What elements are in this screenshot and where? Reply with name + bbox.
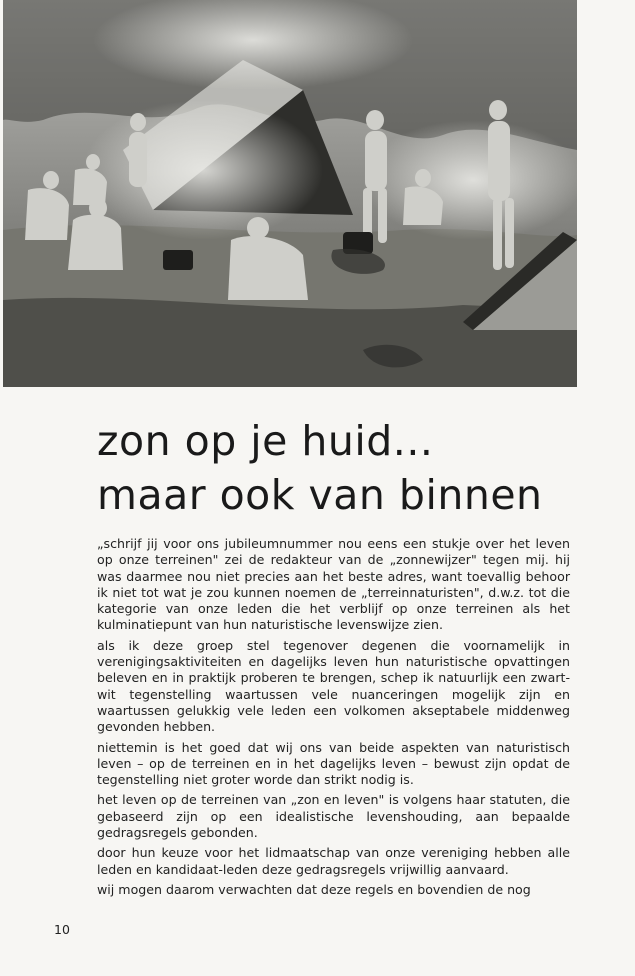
body-paragraph: wij mogen daarom verwachten dat deze regels en bovendien de nog (97, 881, 531, 897)
camp-photo (3, 0, 577, 387)
article-body (97, 536, 570, 902)
body-paragraph: het leven op de terreinen van „zon en leven" is volgens haar statuten, die gebaseerd zijn op een idealistische levenshouding, aan bepaalde gedragsregels gebonden. (97, 792, 570, 841)
body-paragraph: door hun keuze voor het lidmaatschap van onze vereniging hebben alle leden en kandidaat-leden deze gedragsregels vrijwillig aanvaard. (97, 845, 570, 877)
camp-photo-illustration (3, 0, 577, 387)
page-number: 10 (54, 922, 70, 937)
body-paragraph: als ik deze groep stel tegenover degenen die voornamelijk in verenigingsaktiviteiten en dagelijks leven hun naturistische opvattingen beleven en in praktijk proberen te brengen, schep ik natuurlijk een zwart-wit tegenstelling waartussen vele nuanceringen mogelijk zijn en waartussen gelukkig vele leden een volkomen akseptabele middenweg gevonden hebben. (97, 637, 570, 735)
body-paragraph: „schrijf jij voor ons jubileumnummer nou eens een stukje over het leven op onze terreinen" zei de redakteur van de „zonnewijzer" tegen mij. hij was daarmee nou niet precies aan het beste adres, want toevallig behoor ik niet tot wat je zou kunnen noemen de „terreinnaturisten", d.w.z. tot die kategorie van onze leden die het verblijf op onze terreinen als het kulminatiepunt van hun naturistische levenswijze zien. (97, 536, 570, 633)
article-title-line-2: maar ook van binnen (97, 471, 543, 519)
article-title-line-1: zon op je huid... (97, 417, 434, 465)
body-paragraph: niettemin is het goed dat wij ons van beide aspekten van naturistisch leven – op de terreinen en in het dagelijks leven – bewust zijn opdat de tegenstelling niet groter worde dan strikt nodig is. (97, 739, 570, 788)
